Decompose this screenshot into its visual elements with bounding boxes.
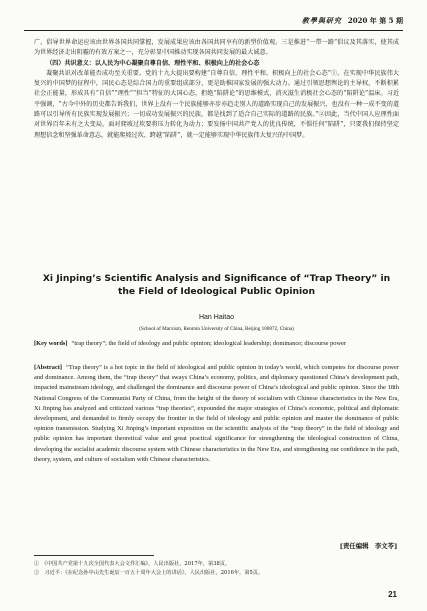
responsible-editor: [责任编辑 李文苓] <box>340 542 397 550</box>
keywords-label: [Key words] <box>34 340 68 347</box>
journal-name: 教學與研究 <box>301 16 342 25</box>
english-affiliation: (School of Marxism, Renmin University of China, Beijing 100872, China) <box>139 326 294 332</box>
keywords-text: “trap theory”; the field of ideology and public opinion; ideological leadership; dominance; discourse power <box>71 340 347 347</box>
page-number: 21 <box>388 590 397 599</box>
abstract-label: [Abstract] <box>34 364 63 371</box>
footnote-1: ① 《中国共产党第十九次全国代表大会文件汇编》，人民出版社，2017年，第38页。 <box>34 561 231 567</box>
footnote-2: ② 习近平：《在纪念孙中山先生诞辰一百五十周年大会上的讲话》，人民出版社，2016年，第5页。 <box>34 570 264 576</box>
cn-paragraph-1: 广，倡导世界命运应该由世界各国共同掌握，发展成果应该由各国共同享有的新型价值观。三是推进“一带一路”倡议及其落实，使其成为世界经济走出阴霾的有效方案之一，充分彰显中国推动实现各国共同发展的最大诚意。 <box>34 39 399 57</box>
english-keywords <box>34 339 399 349</box>
english-author: Han Haitao <box>198 314 235 321</box>
english-title: Xi Jinping’s Scientific Analysis and Significance of “Trap Theory” in the Field of Ideological Public Opinion <box>42 273 391 297</box>
issue-label: 2020 年 第 5 期 <box>347 16 403 25</box>
english-abstract <box>34 363 399 465</box>
cn-paragraph-2: 凝聚共识对改革能否成功至关重要。党的十九大提出要构建“自尊自信、理性平和、积极向上的社会心态”①。在实现中华民族伟大复兴的中国梦的征程中，国民心态是综合国力的重要组成部分，更是助推国家发展的强大动力。通过引领思想舆论的主导权，不断积累社会正能量，形成具有“自信”“理性”“担当”特征的大国心态，拒绝“陷阱论”的思维模式，消灭滋生消极社会心态的“陷阱论”温床。习近平强调，“古今中外的历史都告诉我们，世界上没有一个民族能够亦步亦趋走别人的道路实现自己的发展振兴，也没有一种一成不变的道路可以引导所有民族实现发展振兴；一切成功发展振兴的民族，都是找到了适合自己实际的道路的民族。”②因此，当代中国人应理性面对世界百年未有之大变局，面对爬坡过坎要将压力转化为动力；要发扬中国共产党人的优良传统，不惧任何“陷阱”，只要我们保持坚定理想信念和坚强革命意志，就能爬坡过坎、跨越“陷阱”，就一定能够实现中华民族伟大复兴的中国梦。 <box>34 69 399 139</box>
running-header <box>302 16 403 26</box>
footnotes <box>34 560 399 578</box>
header-divider <box>24 30 403 31</box>
footnote-divider <box>34 555 154 556</box>
abstract-text: “Trap theory” is a hot topic in the field of ideological and public opinion in today’s world, which competes for discourse power and dominance. Among them, the “trap theory” that sways China’s economy, politics, and diplomacy questioned China’s development path, impacted mainstream ideology, and challenged the dominance and discourse power of China’s ideological and public opinion. Since the 18th National Congress of the Communist Party of China, from the height of the theory of socialism with Chinese characteristics in the New Era, Xi Jinping has analyzed and criticized various “trap theories”, expounded the major strategies of China’s economic, political and diplomatic development, and demanded to firmly occupy the frontier in the field of ideology and public opinion and master the dominance of public opinion transmission. Studying Xi Jinping’s important exposition on the scientific analysis of the “trap theory” in the field of ideology and public opinion has important theoretical value and great practical significance for strengthening the ideological construction of China, developing the socialist academic discourse system with Chinese characteristics in the New Era, and strengthening our confidence in the path, theory, system, and culture of socialism with Chinese characteristics. <box>34 364 399 463</box>
cn-section-heading: （四）共识意义：以人民为中心凝聚自尊自信、理性平和、积极向上的社会心态 <box>46 59 260 67</box>
chinese-body-text <box>34 38 399 141</box>
